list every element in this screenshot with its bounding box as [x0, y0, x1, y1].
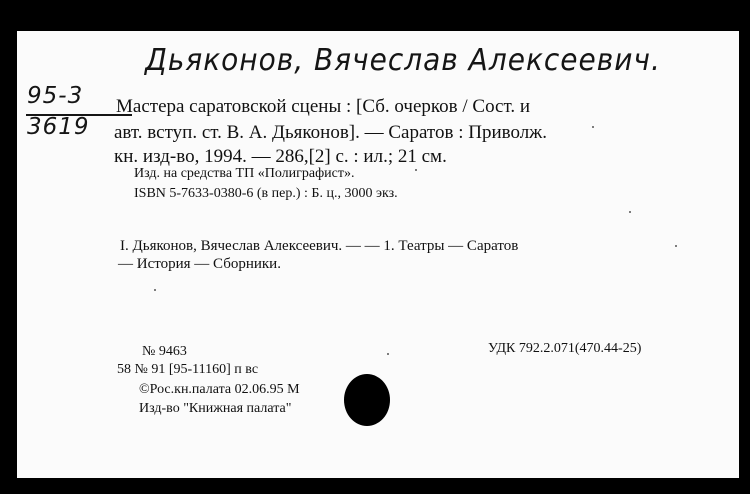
dust-speck [592, 126, 594, 128]
copyright-line: ©Рос.кн.палата 02.06.95 М [139, 382, 300, 397]
dust-speck [387, 353, 389, 355]
shelf-mark-top: 95-3 [27, 83, 84, 109]
order-number: 58 № 91 [95-11160] п вс [117, 362, 259, 377]
note-line: Изд. на средства ТП «Полиграфист». [134, 166, 355, 181]
title-line-3: кн. изд-во, 1994. — 286,[2] с. : ил.; 21 см. [114, 146, 447, 167]
dust-speck [415, 169, 417, 171]
handwritten-heading: Дьяконов, Вячеслав Алексеевич. [145, 41, 661, 78]
black-stamp-mark [344, 374, 390, 426]
dust-speck [154, 289, 156, 291]
catalog-card [17, 31, 739, 478]
tracing-line-2: — История — Сборники. [118, 256, 281, 272]
dust-speck [629, 211, 631, 213]
card-number: № 9463 [142, 344, 187, 359]
publisher-line: Изд-во "Книжная палата" [139, 401, 292, 416]
udk-code: УДК 792.2.071(470.44-25) [488, 341, 642, 356]
isbn-line: ISBN 5-7633-0380-6 (в пер.) : Б. ц., 3000 экз. [134, 186, 398, 201]
shelf-mark-bottom: 3619 [27, 114, 90, 140]
title-line-1: Мастера саратовской сцены : [Сб. очерков / Сост. и [116, 96, 531, 117]
title-line-2: авт. вступ. ст. В. А. Дьяконов]. — Саратов : Приволж. [114, 122, 548, 143]
tracing-line-1: I. Дьяконов, Вячеслав Алексеевич. — — 1. Театры — Саратов [120, 238, 519, 254]
dust-speck [675, 245, 677, 247]
